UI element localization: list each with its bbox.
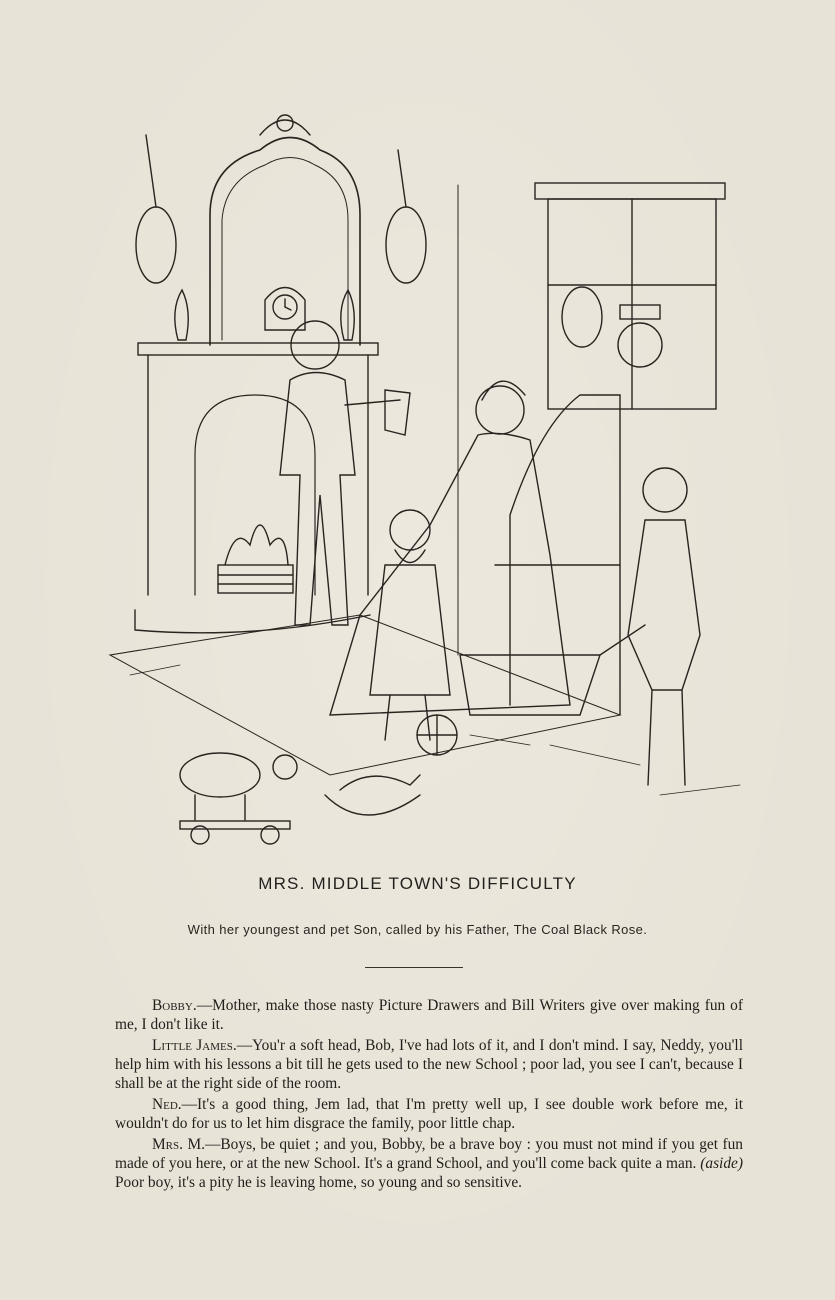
dialogue-block [115, 996, 743, 1194]
dialogue-paragraph-mrs-m [115, 1135, 743, 1192]
dialogue-paragraph-ned [115, 1095, 743, 1133]
dialogue-paragraph-bobby [115, 996, 743, 1034]
speaker-name: Little James. [152, 1037, 237, 1054]
dialogue-text: —Mother, make those nasty Picture Drawers and Bill Writers give over making fun of me, I don't like it. [115, 997, 743, 1033]
dialogue-text: —Boys, be quiet ; and you, Bobby, be a brave boy : you must not mind if you get fun made of you here, or at the new School. It's a grand School, and you'll come back quite a man. [115, 1136, 744, 1172]
speaker-name: Ned. [152, 1096, 182, 1113]
dialogue-text: Poor boy, it's a pity he is leaving home, so young and so sensitive. [115, 1174, 523, 1191]
subtitle: With her youngest and pet Son, called by his Father, The Coal Black Rose. [187, 922, 648, 937]
divider-rule [365, 967, 463, 968]
page-title: MRS. MIDDLE TOWN'S DIFFICULTY [258, 874, 577, 893]
dialogue-text: —You'r a soft head, Bob, I've had lots of it, and I don't mind. I say, Neddy, you'll help him with his lessons a bit till he gets used to the new School ; poor lad, you see I can't, because I shall be at the right side of the room. [115, 1037, 743, 1092]
speaker-name: Mrs. M. [152, 1136, 206, 1153]
stage-direction: (aside) [700, 1155, 743, 1172]
dialogue-paragraph-little-james [115, 1036, 743, 1093]
dialogue-text: —It's a good thing, Jem lad, that I'm pretty well up, I see double work before me, it wouldn't do for us to let him disgrace the family, poor little chap. [115, 1096, 743, 1132]
speaker-name: Bobby. [152, 997, 197, 1014]
cartoon-illustration [100, 95, 780, 855]
